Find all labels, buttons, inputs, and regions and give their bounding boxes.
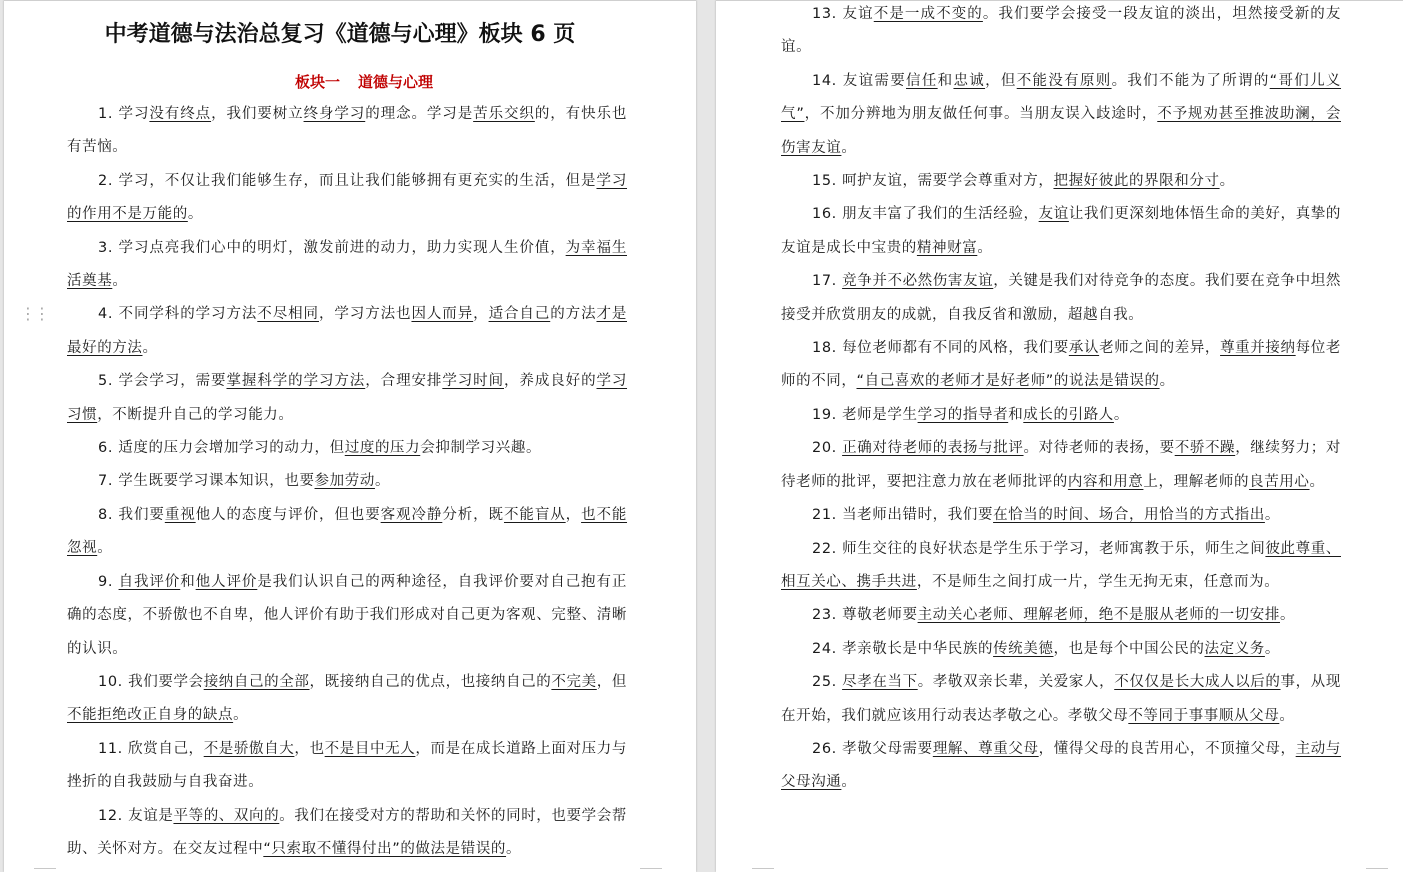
text-segment: ，不加分辨地为朋友做任何事。当朋友误入歧途时， [804,106,1158,123]
key-phrase: 接纳自己的全部 [203,673,310,690]
text-segment: 7. 学生既要学习课本知识，也要 [98,473,315,490]
key-phrase: 因人而异 [411,306,474,323]
text-segment: 15. 呵护友谊，需要学会尊重对方， [812,173,1054,190]
text-segment: 5. 学会学习，需要 [98,373,227,390]
key-phrase: 参加劳动 [314,473,375,490]
key-phrase: 传统美德 [993,640,1054,657]
key-phrase: 不等同于事事顺从父母 [1128,707,1280,724]
key-phrase: 不是骄傲自大 [203,740,295,757]
document-page-left [4,0,696,872]
text-segment: ，也是每个中国公民的 [1053,640,1205,657]
text-segment: 4. 不同学科的学习方法 [98,306,258,323]
text-segment: ，不断提升自己的学习能力。 [97,406,294,423]
key-phrase: 不尽相同 [257,306,319,323]
section-heading [4,71,696,92]
text-segment: ，合理安排 [365,373,443,390]
document-page-right [716,0,1403,872]
text-segment: 的，有快乐也有苦恼。 [67,106,628,156]
text-segment: 1. 学习 [98,106,150,122]
key-phrase: 重视 [164,506,196,523]
key-phrase: 平等的、双向的 [173,807,280,824]
key-phrase: 良苦用心 [1249,473,1310,490]
paragraph-6 [67,432,627,465]
page-corner-mark [752,868,774,872]
key-phrase: “自己喜欢的老师才是好老师”的说法是错误的 [856,373,1160,390]
key-phrase: 理解、尊重父母 [932,740,1039,757]
key-phrase: 过度的压力 [344,440,421,457]
text-segment: 每位老师的不同， [781,340,1341,390]
key-phrase: 没有终点 [149,106,212,122]
key-phrase: 客观冷静 [380,506,443,523]
text-segment: 他人的态度与评价，但也要 [195,506,381,523]
key-phrase: 成长的引路人 [1023,406,1114,423]
key-phrase: 友谊 [1038,206,1069,223]
paragraph-20 [781,432,1341,499]
text-segment: 13. 友谊 [812,6,874,22]
paragraph-19 [781,399,1341,432]
text-segment: 22. 师生交往的良好状态是学生乐于学习，老师寓教于乐，师生之间 [812,540,1266,557]
key-phrase: 不骄不躁 [1174,440,1236,457]
text-segment: ，懂得父母的良苦用心，不顶撞父母， [1038,740,1296,757]
text-segment: 。我们在接受对方的帮助和关怀的同时，也要学会帮助、关怀对方。在交友过程中 [67,807,628,857]
text-segment: ，不是师生之间打成一片，学生无拘无束，任意而为。 [916,573,1280,590]
paragraph-17 [781,265,1341,332]
key-phrase: 信任 [906,72,938,89]
text-segment: 。 [142,339,158,356]
key-phrase: 在恰当的时间、场合，用恰当的方式指出 [993,507,1265,524]
section-label: 板块一 [294,73,340,91]
key-phrase: 精神财富 [916,239,978,256]
paragraph-14 [781,65,1341,165]
key-phrase: 终身学习 [303,106,366,122]
text-segment: 10. 我们要学会 [98,673,204,690]
key-phrase: 学习的作用不是万能的 [67,172,628,223]
paragraph-13 [781,0,1341,65]
text-segment: 。对待老师的表扬，要 [1023,440,1175,457]
text-segment: 17. [812,273,843,290]
text-segment: 。我们不能为了所谓的 [1111,72,1270,89]
key-phrase: 不能拒绝改正自身的缺点 [67,707,234,724]
key-phrase: 他人评价 [195,573,258,590]
text-segment: 。 [112,273,128,290]
drag-handle-icon[interactable]: ⋮⋮ [20,304,48,323]
key-phrase: “只索取不懂得付出”的做法是错误的 [263,840,507,857]
page-corner-mark [1366,868,1388,872]
text-segment: 。 [506,840,522,857]
text-segment: 。 [1264,507,1280,524]
section-name: 道德与心理 [358,73,434,91]
text-segment: 12. 友谊是 [98,807,174,824]
text-segment: 的理念。学习是 [365,106,474,122]
text-segment: 8. 我们要 [98,506,165,523]
key-phrase: 法定义务 [1204,640,1265,657]
key-phrase: 竞争并不必然伤害友谊 [842,273,994,290]
text-segment: 事，从现在开始，我们就应该用行动表达孝敬之心。孝敬父母 [781,674,1341,724]
text-segment: 23. 尊敬老师要 [812,607,918,624]
key-phrase: 内容和用意 [1067,473,1144,490]
key-phrase: 学习习惯 [67,373,628,423]
paragraph-25 [781,666,1341,733]
text-segment: ，关键是我们对待竞争的态度。我们要在竞争中坦然接受并欣赏朋友的成就，自我反省和激励，超越自我。 [781,273,1341,323]
paragraph-9 [67,566,627,666]
key-phrase: 彼此尊重、相互关心、携手共进 [781,540,1341,590]
text-segment: 。 [187,206,203,223]
key-phrase: 也不能忽视 [67,506,628,557]
text-segment: 分析，既 [442,506,504,523]
key-phrase: 不予规劝甚至推波助澜，会伤害友谊 [781,106,1341,156]
text-segment: ，继续努力；对待老师的批评，要把注意力放在老师批评的 [781,440,1341,490]
text-segment: ，也 [294,740,325,757]
text-segment: 14. 友谊需要 [812,72,907,89]
text-segment: 。 [97,540,113,557]
text-segment: 。 [841,139,857,156]
text-segment: 的方法 [550,306,597,323]
key-phrase: 才是最好的方法 [67,306,627,356]
key-phrase: 承认 [1068,340,1100,357]
paragraph-1 [67,98,627,165]
key-phrase: 不是目中无人 [324,740,416,757]
text-segment: 2. 学习，不仅让我们能够生存，而且让我们能够拥有更充实的生活，但是 [98,172,597,189]
key-phrase: 不仅仅是长大成人以后的 [1114,674,1281,691]
paragraph-16 [781,198,1341,265]
text-segment: 和 [937,72,954,89]
page-corner-mark [34,868,56,872]
text-segment: 。 [1309,473,1325,490]
text-segment: ，养成良好的 [504,373,597,390]
paragraph-15 [781,165,1341,198]
key-phrase: 主动关心老师、理解老师，绝不是服从老师的一切安排 [917,607,1280,624]
paragraph-4 [67,298,627,365]
key-phrase: 为幸福生活奠基 [67,239,627,290]
key-phrase: 忠诚 [953,72,986,89]
paragraph-7 [67,465,627,498]
key-phrase: 正确对待老师的表扬与批评 [842,440,1024,457]
paragraph-26 [781,733,1341,800]
paragraph-11 [67,733,627,800]
key-phrase: 学习的指导者 [917,406,1009,423]
paragraph-21 [781,499,1341,532]
text-segment: 20. [812,440,843,457]
text-segment: 6. 适度的压力会增加学习的动力，但 [98,440,345,457]
text-segment: 让我们更深刻地体悟生命的美好，真挚的友谊是成长中宝贵的 [781,206,1342,256]
document-title: 中考道德与法治总复习《道德与心理》板块 6 页 [104,22,576,47]
text-segment: 26. 孝敬父母需要 [812,740,933,757]
text-segment: 。 [1279,707,1295,724]
text-segment: 和 [1008,406,1024,423]
paragraph-10 [67,666,627,733]
paragraph-24 [781,633,1341,666]
text-segment: 21. 当老师出错时，我们要 [812,507,994,524]
text-segment: 25. [812,674,843,691]
text-segment: 。 [841,774,857,791]
text-segment: 。我们要学会接受一段友谊的淡出，坦然接受新的友谊。 [781,6,1341,56]
text-segment: 上，理解老师的 [1143,473,1250,490]
key-phrase: 尊重并接纳 [1220,340,1296,357]
text-segment: 。 [977,239,993,256]
paragraph-12 [67,800,627,867]
key-phrase: 尽孝在当下 [842,674,918,691]
text-segment: ，既接纳自己的优点，也接纳自己的 [309,673,552,690]
text-segment: 老师之间的差异， [1099,340,1221,357]
text-segment: 。 [233,707,249,724]
text-segment: 。 [1159,373,1175,390]
text-segment: 。 [374,473,391,490]
text-segment: 是我们认识自己的两种途径，自我评价要对自己抱有正确的态度，不骄傲也不自卑，他人评价有助于我们形成对自己更为客观、完整、清晰的认识。 [67,573,627,657]
key-phrase: 不能盲从 [503,506,566,523]
text-segment: ，但 [985,72,1017,89]
text-segment: 16. 朋友丰富了我们的生活经验， [812,206,1039,223]
text-segment: ，但 [596,673,627,690]
paragraph-23 [781,599,1341,632]
page-corner-mark [640,868,662,872]
text-segment: 和 [180,573,196,590]
text-segment: ， [473,306,489,323]
text-segment: 。 [1113,406,1130,423]
text-segment: 24. 孝亲敬长是中华民族的 [812,640,994,657]
text-segment: ，我们要树立 [211,106,304,122]
key-phrase: 适合自己 [488,306,551,323]
paragraph-22 [781,533,1341,600]
key-phrase: 不完美 [551,673,597,690]
text-segment: 11. 欣赏自己， [98,740,204,757]
page-top-edge [4,0,696,1]
text-segment: 18. 每位老师都有不同的风格，我们要 [812,340,1069,357]
text-segment: ，学习方法也 [318,306,412,323]
paragraph-5 [67,365,627,432]
text-segment: 。 [1219,173,1235,190]
text-segment: 3. 学习点亮我们心中的明灯，激发前进的动力，助力实现人生价值， [98,239,566,256]
text-segment: ， [565,506,582,523]
paragraph-18 [781,332,1341,399]
key-phrase: 学习时间 [442,373,504,390]
key-phrase: 不能没有原则 [1016,72,1112,89]
text-segment: ，而是在成长道路上面对压力与挫折的自我鼓励与自我奋进。 [67,740,628,791]
text-segment: 19. 老师是学生 [812,406,918,423]
text-segment: 会抑制学习兴趣。 [420,440,542,457]
paragraph-3 [67,232,627,299]
key-phrase: “哥们儿义气” [781,72,1342,123]
key-phrase: 苦乐交织 [473,106,535,122]
right-column-text [781,0,1341,800]
key-phrase: 不是一成不变的 [873,6,983,22]
left-column-text [67,98,627,866]
paragraph-2 [67,165,627,232]
text-segment: 。孝敬双亲长辈，关爱家人， [917,674,1115,691]
key-phrase: 主动与父母沟通 [781,740,1342,791]
key-phrase: 自我评价 [118,573,181,590]
key-phrase: 掌握科学的学习方法 [226,373,366,390]
key-phrase: 把握好彼此的界限和分寸 [1053,173,1220,190]
text-segment: 9. [98,573,119,590]
text-segment: 。 [1279,607,1296,624]
text-segment: 。 [1264,640,1280,657]
paragraph-8 [67,499,627,566]
